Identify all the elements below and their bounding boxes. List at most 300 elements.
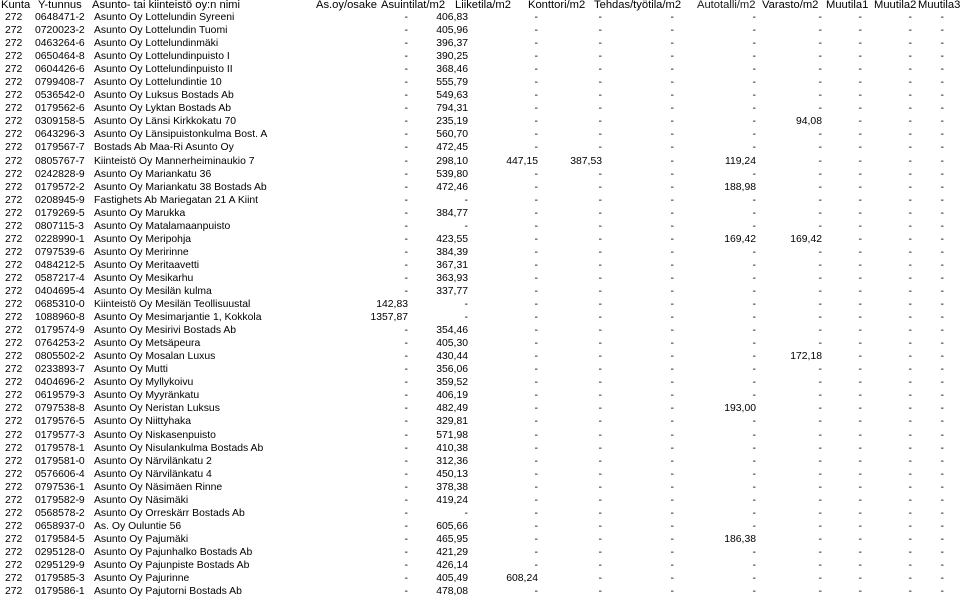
- cell-muutila2: -: [908, 12, 912, 23]
- cell-asuintilat: -: [464, 299, 468, 311]
- cell-varasto: -: [818, 181, 822, 193]
- cell-tehdas: -: [670, 455, 674, 467]
- cell-konttori: -: [598, 168, 602, 180]
- cell-asuintilat: 478,08: [436, 586, 468, 598]
- cell-asuintilat: 605,66: [436, 520, 468, 532]
- cell-kunta: 272: [5, 207, 23, 219]
- cell-name: Asunto Oy Mesimarjantie 1, Kokkola: [94, 312, 262, 324]
- cell-asuintilat: 329,81: [436, 416, 468, 428]
- cell-tehdas: -: [670, 573, 674, 585]
- cell-name: Asunto Oy Mariankatu 38 Bostads Ab: [94, 181, 267, 193]
- cell-autotalli: 186,38: [724, 533, 756, 545]
- cell-muutila2: -: [908, 325, 912, 337]
- cell-as-oy-osake: -: [404, 233, 408, 245]
- table-row: [0, 298, 960, 311]
- table-row: [0, 76, 960, 89]
- cell-tehdas: -: [670, 12, 674, 23]
- cell-muutila2: -: [908, 390, 912, 402]
- cell-y-tunnus: 0799408-7: [35, 77, 85, 89]
- cell-as-oy-osake: -: [404, 259, 408, 271]
- cell-asuintilat: -: [464, 194, 468, 206]
- cell-muutila3: -: [940, 533, 944, 545]
- cell-muutila3: -: [940, 377, 944, 389]
- cell-muutila3: -: [940, 168, 944, 180]
- cell-as-oy-osake: -: [404, 194, 408, 206]
- cell-muutila2: -: [908, 246, 912, 258]
- cell-liiketila: -: [534, 507, 538, 519]
- table-row: [0, 481, 960, 494]
- cell-muutila1: -: [858, 338, 862, 350]
- cell-tehdas: -: [670, 155, 674, 167]
- cell-kunta: 272: [5, 155, 23, 167]
- cell-varasto: -: [818, 481, 822, 493]
- cell-name: Asunto Oy Mariankatu 36: [94, 168, 212, 180]
- cell-as-oy-osake: -: [404, 168, 408, 180]
- cell-muutila1: -: [858, 377, 862, 389]
- cell-muutila3: -: [940, 142, 944, 154]
- cell-muutila2: -: [908, 586, 912, 598]
- cell-muutila3: -: [940, 77, 944, 89]
- cell-y-tunnus: 0619579-3: [35, 390, 85, 402]
- cell-muutila3: -: [940, 233, 944, 245]
- cell-muutila1: -: [858, 168, 862, 180]
- cell-asuintilat: 465,95: [436, 533, 468, 545]
- cell-as-oy-osake: -: [404, 220, 408, 232]
- cell-muutila3: -: [940, 25, 944, 37]
- cell-name: Asunto Oy Niskasenpuisto: [94, 429, 216, 441]
- table-row: [0, 24, 960, 37]
- cell-konttori: -: [598, 481, 602, 493]
- cell-muutila1: -: [858, 299, 862, 311]
- cell-muutila3: -: [940, 573, 944, 585]
- cell-liiketila: 608,24: [506, 573, 538, 585]
- cell-muutila2: -: [908, 285, 912, 297]
- cell-varasto: -: [818, 520, 822, 532]
- cell-tehdas: -: [670, 246, 674, 258]
- table-row: [0, 285, 960, 298]
- cell-varasto: -: [818, 546, 822, 558]
- cell-as-oy-osake: -: [404, 129, 408, 141]
- cell-asuintilat: 560,70: [436, 129, 468, 141]
- cell-autotalli: -: [752, 520, 756, 532]
- cell-name: Asunto Oy Lottelundintie 10: [94, 77, 222, 89]
- cell-kunta: 272: [5, 168, 23, 180]
- cell-varasto: -: [818, 586, 822, 598]
- cell-name: Asunto Oy Lottelundinpuisto I: [94, 51, 230, 63]
- cell-tehdas: -: [670, 364, 674, 376]
- table-row: [0, 376, 960, 389]
- cell-liiketila: -: [534, 181, 538, 193]
- cell-kunta: 272: [5, 142, 23, 154]
- cell-kunta: 272: [5, 12, 23, 23]
- cell-name: Kiinteistö Oy Mannerheiminaukio 7: [94, 155, 255, 167]
- cell-muutila2: -: [908, 116, 912, 128]
- table-row: [0, 89, 960, 102]
- table-row: [0, 233, 960, 246]
- cell-liiketila: -: [534, 142, 538, 154]
- cell-autotalli: -: [752, 142, 756, 154]
- cell-muutila3: -: [940, 416, 944, 428]
- cell-autotalli: -: [752, 377, 756, 389]
- cell-kunta: 272: [5, 220, 23, 232]
- cell-name: Asunto Oy Mesilän kulma: [94, 285, 212, 297]
- cell-konttori: -: [598, 103, 602, 115]
- cell-as-oy-osake: -: [404, 364, 408, 376]
- cell-autotalli: -: [752, 129, 756, 141]
- cell-as-oy-osake: -: [404, 468, 408, 480]
- cell-muutila1: -: [858, 468, 862, 480]
- cell-muutila3: -: [940, 129, 944, 141]
- cell-y-tunnus: 0179576-5: [35, 416, 85, 428]
- cell-liiketila: -: [534, 325, 538, 337]
- cell-konttori: 387,53: [570, 155, 602, 167]
- cell-tehdas: -: [670, 142, 674, 154]
- cell-varasto: -: [818, 312, 822, 324]
- cell-as-oy-osake: -: [404, 90, 408, 102]
- cell-autotalli: -: [752, 259, 756, 271]
- cell-y-tunnus: 0295128-0: [35, 546, 85, 558]
- cell-name: Asunto Oy Näsimäki: [94, 494, 189, 506]
- cell-autotalli: 188,98: [724, 181, 756, 193]
- cell-konttori: -: [598, 429, 602, 441]
- cell-muutila1: -: [858, 481, 862, 493]
- cell-asuintilat: 430,44: [436, 351, 468, 363]
- cell-muutila3: -: [940, 64, 944, 76]
- header-asuintilat: Asuintilat/m2: [381, 0, 446, 11]
- cell-varasto: -: [818, 573, 822, 585]
- cell-konttori: -: [598, 546, 602, 558]
- cell-kunta: 272: [5, 90, 23, 102]
- cell-y-tunnus: 0179562-6: [35, 103, 85, 115]
- cell-kunta: 272: [5, 573, 23, 585]
- cell-as-oy-osake: -: [404, 533, 408, 545]
- cell-autotalli: -: [752, 103, 756, 115]
- cell-konttori: -: [598, 520, 602, 532]
- cell-liiketila: -: [534, 338, 538, 350]
- cell-tehdas: -: [670, 77, 674, 89]
- cell-liiketila: -: [534, 129, 538, 141]
- cell-tehdas: -: [670, 51, 674, 63]
- cell-konttori: -: [598, 494, 602, 506]
- cell-muutila2: -: [908, 181, 912, 193]
- cell-muutila2: -: [908, 468, 912, 480]
- cell-varasto: -: [818, 325, 822, 337]
- cell-muutila3: -: [940, 507, 944, 519]
- cell-muutila1: -: [858, 77, 862, 89]
- cell-asuintilat: 368,46: [436, 64, 468, 76]
- cell-tehdas: -: [670, 468, 674, 480]
- cell-autotalli: -: [752, 455, 756, 467]
- cell-konttori: -: [598, 207, 602, 219]
- cell-as-oy-osake: -: [404, 142, 408, 154]
- cell-muutila2: -: [908, 155, 912, 167]
- cell-konttori: -: [598, 285, 602, 297]
- cell-muutila2: -: [908, 351, 912, 363]
- cell-varasto: -: [818, 25, 822, 37]
- cell-tehdas: -: [670, 194, 674, 206]
- cell-as-oy-osake: -: [404, 390, 408, 402]
- cell-as-oy-osake: -: [404, 351, 408, 363]
- cell-as-oy-osake: -: [404, 546, 408, 558]
- cell-as-oy-osake: -: [404, 51, 408, 63]
- cell-autotalli: 169,42: [724, 233, 756, 245]
- cell-liiketila: -: [534, 64, 538, 76]
- cell-muutila1: -: [858, 12, 862, 23]
- cell-muutila1: -: [858, 207, 862, 219]
- cell-kunta: 272: [5, 325, 23, 337]
- cell-tehdas: -: [670, 299, 674, 311]
- cell-konttori: -: [598, 142, 602, 154]
- table-row: [0, 50, 960, 63]
- cell-asuintilat: 367,31: [436, 259, 468, 271]
- cell-kunta: 272: [5, 390, 23, 402]
- cell-liiketila: -: [534, 559, 538, 571]
- cell-konttori: -: [598, 351, 602, 363]
- cell-as-oy-osake: -: [404, 325, 408, 337]
- cell-y-tunnus: 0648471-2: [35, 12, 85, 23]
- cell-liiketila: -: [534, 403, 538, 415]
- cell-varasto: -: [818, 103, 822, 115]
- cell-name: Asunto Oy Meririnne: [94, 246, 189, 258]
- cell-muutila1: -: [858, 533, 862, 545]
- cell-asuintilat: 405,96: [436, 25, 468, 37]
- cell-autotalli: -: [752, 429, 756, 441]
- cell-asuintilat: 356,06: [436, 364, 468, 376]
- cell-autotalli: -: [752, 207, 756, 219]
- cell-muutila3: -: [940, 586, 944, 598]
- cell-varasto: -: [818, 90, 822, 102]
- cell-liiketila: -: [534, 546, 538, 558]
- cell-muutila2: -: [908, 416, 912, 428]
- cell-y-tunnus: 0643296-3: [35, 129, 85, 141]
- cell-as-oy-osake: -: [404, 455, 408, 467]
- table-row: [0, 246, 960, 259]
- cell-y-tunnus: 0720023-2: [35, 25, 85, 37]
- cell-tehdas: -: [670, 546, 674, 558]
- cell-varasto: -: [818, 259, 822, 271]
- cell-konttori: -: [598, 338, 602, 350]
- cell-autotalli: -: [752, 481, 756, 493]
- cell-as-oy-osake: -: [404, 155, 408, 167]
- table-row: [0, 181, 960, 194]
- cell-muutila3: -: [940, 325, 944, 337]
- cell-y-tunnus: 0463264-6: [35, 38, 85, 50]
- table-row: [0, 141, 960, 154]
- cell-konttori: -: [598, 116, 602, 128]
- cell-as-oy-osake: -: [404, 520, 408, 532]
- cell-as-oy-osake: -: [404, 64, 408, 76]
- cell-muutila2: -: [908, 220, 912, 232]
- cell-as-oy-osake: -: [404, 429, 408, 441]
- cell-y-tunnus: 0179584-5: [35, 533, 85, 545]
- cell-name: Asunto Oy Nisulankulma Bostads Ab: [94, 442, 264, 454]
- cell-asuintilat: 406,83: [436, 12, 468, 23]
- table-row: [0, 102, 960, 115]
- table-row: [0, 220, 960, 233]
- cell-y-tunnus: 0568578-2: [35, 507, 85, 519]
- cell-muutila2: -: [908, 403, 912, 415]
- cell-konttori: -: [598, 390, 602, 402]
- cell-konttori: -: [598, 573, 602, 585]
- cell-tehdas: -: [670, 129, 674, 141]
- cell-kunta: 272: [5, 520, 23, 532]
- cell-y-tunnus: 0807115-3: [35, 220, 84, 232]
- cell-muutila2: -: [908, 299, 912, 311]
- header-as-oy-osake: As.oy/osake: [316, 0, 377, 11]
- cell-name: As. Oy Ouluntie 56: [94, 520, 182, 532]
- cell-tehdas: -: [670, 377, 674, 389]
- cell-muutila3: -: [940, 12, 944, 23]
- cell-name: Asunto Oy Myllykoivu: [94, 377, 194, 389]
- cell-name: Asunto Oy Närvilänkatu 4: [94, 468, 212, 480]
- cell-y-tunnus: 0576606-4: [35, 468, 85, 480]
- cell-varasto: -: [818, 559, 822, 571]
- cell-name: Asunto Oy Matalamaanpuisto: [94, 220, 231, 232]
- cell-varasto: -: [818, 207, 822, 219]
- cell-liiketila: -: [534, 51, 538, 63]
- cell-muutila1: -: [858, 272, 862, 284]
- cell-tehdas: -: [670, 507, 674, 519]
- table-row: [0, 389, 960, 402]
- cell-tehdas: -: [670, 116, 674, 128]
- cell-autotalli: -: [752, 51, 756, 63]
- cell-liiketila: -: [534, 494, 538, 506]
- cell-muutila1: -: [858, 586, 862, 598]
- cell-asuintilat: -: [464, 507, 468, 519]
- cell-asuintilat: 384,77: [436, 207, 468, 219]
- cell-tehdas: -: [670, 181, 674, 193]
- cell-asuintilat: 378,38: [436, 481, 468, 493]
- cell-autotalli: -: [752, 546, 756, 558]
- cell-name: Fastighets Ab Mariegatan 21 A Kiint: [94, 194, 259, 206]
- cell-name: Asunto Oy Meritaavetti: [94, 259, 200, 271]
- cell-tehdas: -: [670, 390, 674, 402]
- cell-muutila1: -: [858, 390, 862, 402]
- cell-konttori: -: [598, 364, 602, 376]
- cell-tehdas: -: [670, 416, 674, 428]
- cell-muutila1: -: [858, 520, 862, 532]
- cell-tehdas: -: [670, 64, 674, 76]
- cell-varasto: -: [818, 429, 822, 441]
- cell-kunta: 272: [5, 416, 23, 428]
- cell-konttori: -: [598, 38, 602, 50]
- cell-muutila1: -: [858, 103, 862, 115]
- cell-muutila3: -: [940, 468, 944, 480]
- cell-varasto: -: [818, 194, 822, 206]
- cell-konttori: -: [598, 403, 602, 415]
- table-row: [0, 429, 960, 442]
- cell-muutila2: -: [908, 90, 912, 102]
- cell-y-tunnus: 0242828-9: [35, 168, 85, 180]
- cell-varasto: -: [818, 220, 822, 232]
- cell-kunta: 272: [5, 403, 23, 415]
- cell-liiketila: -: [534, 90, 538, 102]
- cell-varasto: 172,18: [790, 351, 822, 363]
- cell-asuintilat: 363,93: [436, 272, 468, 284]
- cell-asuintilat: 384,39: [436, 246, 468, 258]
- cell-autotalli: -: [752, 90, 756, 102]
- cell-kunta: 272: [5, 468, 23, 480]
- cell-muutila2: -: [908, 429, 912, 441]
- cell-y-tunnus: 0587217-4: [35, 272, 85, 284]
- cell-asuintilat: 549,63: [436, 90, 468, 102]
- cell-y-tunnus: 0805502-2: [35, 351, 85, 363]
- cell-tehdas: -: [670, 325, 674, 337]
- cell-name: Asunto Oy Lottelundinmäki: [94, 38, 219, 50]
- cell-tehdas: -: [670, 586, 674, 598]
- cell-muutila1: -: [858, 220, 862, 232]
- cell-muutila1: -: [858, 494, 862, 506]
- cell-muutila1: -: [858, 233, 862, 245]
- cell-y-tunnus: 0179578-1: [35, 442, 85, 454]
- cell-asuintilat: 235,19: [436, 116, 468, 128]
- cell-varasto: -: [818, 272, 822, 284]
- cell-as-oy-osake: -: [404, 507, 408, 519]
- cell-muutila3: -: [940, 246, 944, 258]
- cell-muutila1: -: [858, 129, 862, 141]
- cell-tehdas: -: [670, 351, 674, 363]
- cell-liiketila: -: [534, 77, 538, 89]
- cell-name: Asunto Oy Näsimäen Rinne: [94, 481, 223, 493]
- cell-muutila2: -: [908, 455, 912, 467]
- cell-name: Asunto Oy Neristan Luksus: [94, 403, 220, 415]
- cell-y-tunnus: 0685310-0: [35, 299, 85, 311]
- cell-as-oy-osake: -: [404, 494, 408, 506]
- cell-asuintilat: 354,46: [436, 325, 468, 337]
- cell-muutila1: -: [858, 90, 862, 102]
- cell-muutila1: -: [858, 416, 862, 428]
- cell-varasto: -: [818, 468, 822, 480]
- cell-liiketila: -: [534, 12, 538, 23]
- cell-muutila2: -: [908, 259, 912, 271]
- table-row: [0, 559, 960, 572]
- cell-liiketila: 447,15: [506, 155, 538, 167]
- cell-kunta: 272: [5, 559, 23, 571]
- cell-asuintilat: 406,19: [436, 390, 468, 402]
- cell-y-tunnus: 0764253-2: [35, 338, 85, 350]
- cell-autotalli: -: [752, 494, 756, 506]
- table-body: [0, 11, 960, 598]
- cell-muutila3: -: [940, 494, 944, 506]
- cell-kunta: 272: [5, 116, 23, 128]
- cell-name: Asunto Oy Pajumäki: [94, 533, 189, 545]
- cell-muutila1: -: [858, 403, 862, 415]
- header-konttori: Konttori/m2: [528, 0, 586, 11]
- cell-tehdas: -: [670, 207, 674, 219]
- cell-varasto: -: [818, 142, 822, 154]
- cell-konttori: -: [598, 259, 602, 271]
- cell-asuintilat: 794,31: [436, 103, 468, 115]
- cell-y-tunnus: 0536542-0: [35, 90, 85, 102]
- cell-asuintilat: 571,98: [436, 429, 468, 441]
- header-kunta: Kunta: [1, 0, 31, 11]
- cell-tehdas: -: [670, 442, 674, 454]
- cell-konttori: -: [598, 181, 602, 193]
- cell-varasto: -: [818, 403, 822, 415]
- cell-asuintilat: 419,24: [436, 494, 468, 506]
- cell-as-oy-osake: -: [404, 403, 408, 415]
- cell-kunta: 272: [5, 272, 23, 284]
- cell-tehdas: -: [670, 338, 674, 350]
- cell-konttori: -: [598, 194, 602, 206]
- cell-muutila2: -: [908, 77, 912, 89]
- cell-as-oy-osake: -: [404, 103, 408, 115]
- cell-name: Asunto Oy Mesirivi Bostads Ab: [94, 325, 237, 337]
- cell-muutila2: -: [908, 442, 912, 454]
- cell-y-tunnus: 0179586-1: [35, 586, 85, 598]
- cell-tehdas: -: [670, 533, 674, 545]
- cell-muutila1: -: [858, 194, 862, 206]
